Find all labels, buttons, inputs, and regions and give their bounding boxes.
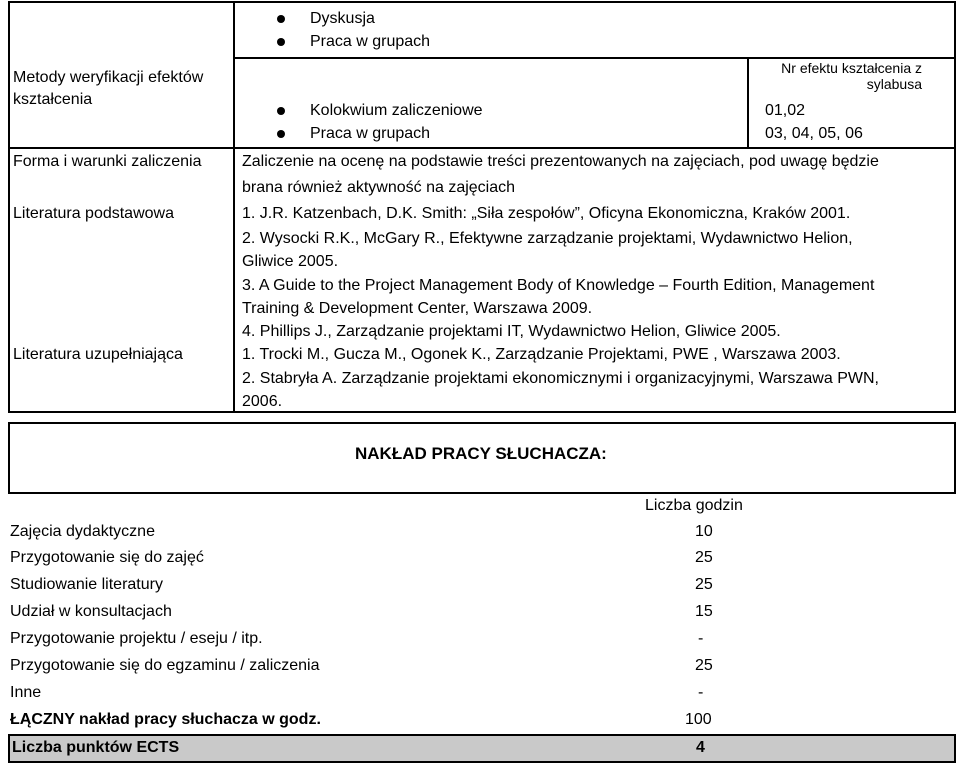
literature-entry: 1. J.R. Katzenbach, D.K. Smith: „Siła zespołów”, Oficyna Ekonomiczna, Kraków 2001. — [242, 205, 851, 222]
workload-row-label: Zajęcia dydaktyczne — [10, 523, 155, 540]
ects-label: Liczba punktów ECTS — [12, 739, 180, 756]
literature-entry: 2. Wysocki R.K., McGary R., Efektywne zarządzanie projektami, Wydawnictwo Helion, — [242, 230, 853, 247]
table-left-border — [8, 1, 10, 413]
workload-row-label: Studiowanie literatury — [10, 576, 163, 593]
method-item: Dyskusja — [310, 10, 375, 27]
methods-divider — [233, 57, 956, 59]
bullet-icon — [277, 130, 285, 138]
ects-row-top — [8, 734, 956, 736]
workload-total-value: 100 — [685, 711, 712, 728]
workload-row-value: 10 — [695, 523, 713, 540]
literature-extra-label: Literatura uzupełniająca — [13, 346, 183, 363]
effects-column-divider — [747, 57, 749, 147]
ects-row-bottom — [8, 761, 956, 763]
workload-heading-top — [8, 422, 956, 424]
method-item: Praca w grupach — [310, 33, 431, 50]
effect-number-header: Nr efektu kształcenia z sylabusa — [781, 60, 922, 92]
literature-entry: 1. Trocki M., Gucza M., Ogonek K., Zarządzanie Projektami, PWE , Warszawa 2003. — [242, 346, 841, 363]
literature-entry: Training & Development Center, Warszawa 2009. — [242, 300, 593, 317]
workload-row-value: - — [698, 630, 704, 647]
table-top-border — [8, 1, 956, 3]
workload-heading-left — [8, 422, 10, 494]
table-bottom-border — [8, 411, 956, 413]
literature-entry: 4. Phillips J., Zarządzanie projektami IT, Wydawnictwo Helion, Gliwice 2005. — [242, 323, 781, 340]
literature-entry: 2. Stabryła A. Zarządzanie projektami ekonomicznymi i organizacyjnymi, Warszawa PWN, — [242, 370, 879, 387]
workload-row-value: 25 — [695, 549, 713, 566]
workload-row-value: - — [698, 684, 704, 701]
workload-row-label: Przygotowanie się do egzaminu / zaliczenia — [10, 657, 320, 674]
workload-row-label: Przygotowanie się do zajęć — [10, 549, 204, 566]
ects-row-right — [954, 734, 956, 763]
hours-header: Liczba godzin — [645, 497, 743, 514]
workload-row-value: 25 — [695, 657, 713, 674]
verification-effects: 03, 04, 05, 06 — [765, 125, 863, 142]
workload-row-value: 15 — [695, 603, 713, 620]
literature-entry: Gliwice 2005. — [242, 253, 339, 270]
form-text: Zaliczenie na ocenę na podstawie treści prezentowanych na zajęciach, pod uwagę będzie — [242, 153, 879, 170]
workload-row-value: 25 — [695, 576, 713, 593]
workload-heading-right — [954, 422, 956, 494]
ects-row-left — [8, 734, 10, 763]
ects-value: 4 — [696, 739, 705, 756]
bullet-icon — [277, 15, 285, 23]
workload-row-label: Udział w konsultacjach — [10, 603, 172, 620]
literature-entry: 2006. — [242, 393, 283, 410]
workload-row-label: Inne — [10, 684, 42, 701]
workload-row-label: Przygotowanie projektu / eseju / itp. — [10, 630, 263, 647]
verification-effects: 01,02 — [765, 102, 806, 119]
table-right-border — [954, 1, 956, 413]
form-text: brana również aktywność na zajęciach — [242, 179, 516, 196]
bullet-icon — [277, 38, 285, 46]
label-column-divider — [233, 1, 235, 413]
literature-entry: 3. A Guide to the Project Management Body of Knowledge – Fourth Edition, Management — [242, 277, 875, 294]
form-row-top — [8, 147, 956, 149]
form-label: Forma i warunki zaliczenia — [13, 153, 202, 170]
verification-method: Praca w grupach — [310, 125, 431, 142]
literature-basic-label: Literatura podstawowa — [13, 205, 174, 222]
workload-total-label: ŁĄCZNY nakład pracy słuchacza w godz. — [10, 711, 321, 728]
verification-label: Metody weryfikacji efektów kształcenia — [13, 69, 204, 108]
workload-heading-bottom — [8, 492, 956, 494]
workload-heading: NAKŁAD PRACY SŁUCHACZA: — [355, 444, 607, 463]
verification-method: Kolokwium zaliczeniowe — [310, 102, 483, 119]
bullet-icon — [277, 107, 285, 115]
